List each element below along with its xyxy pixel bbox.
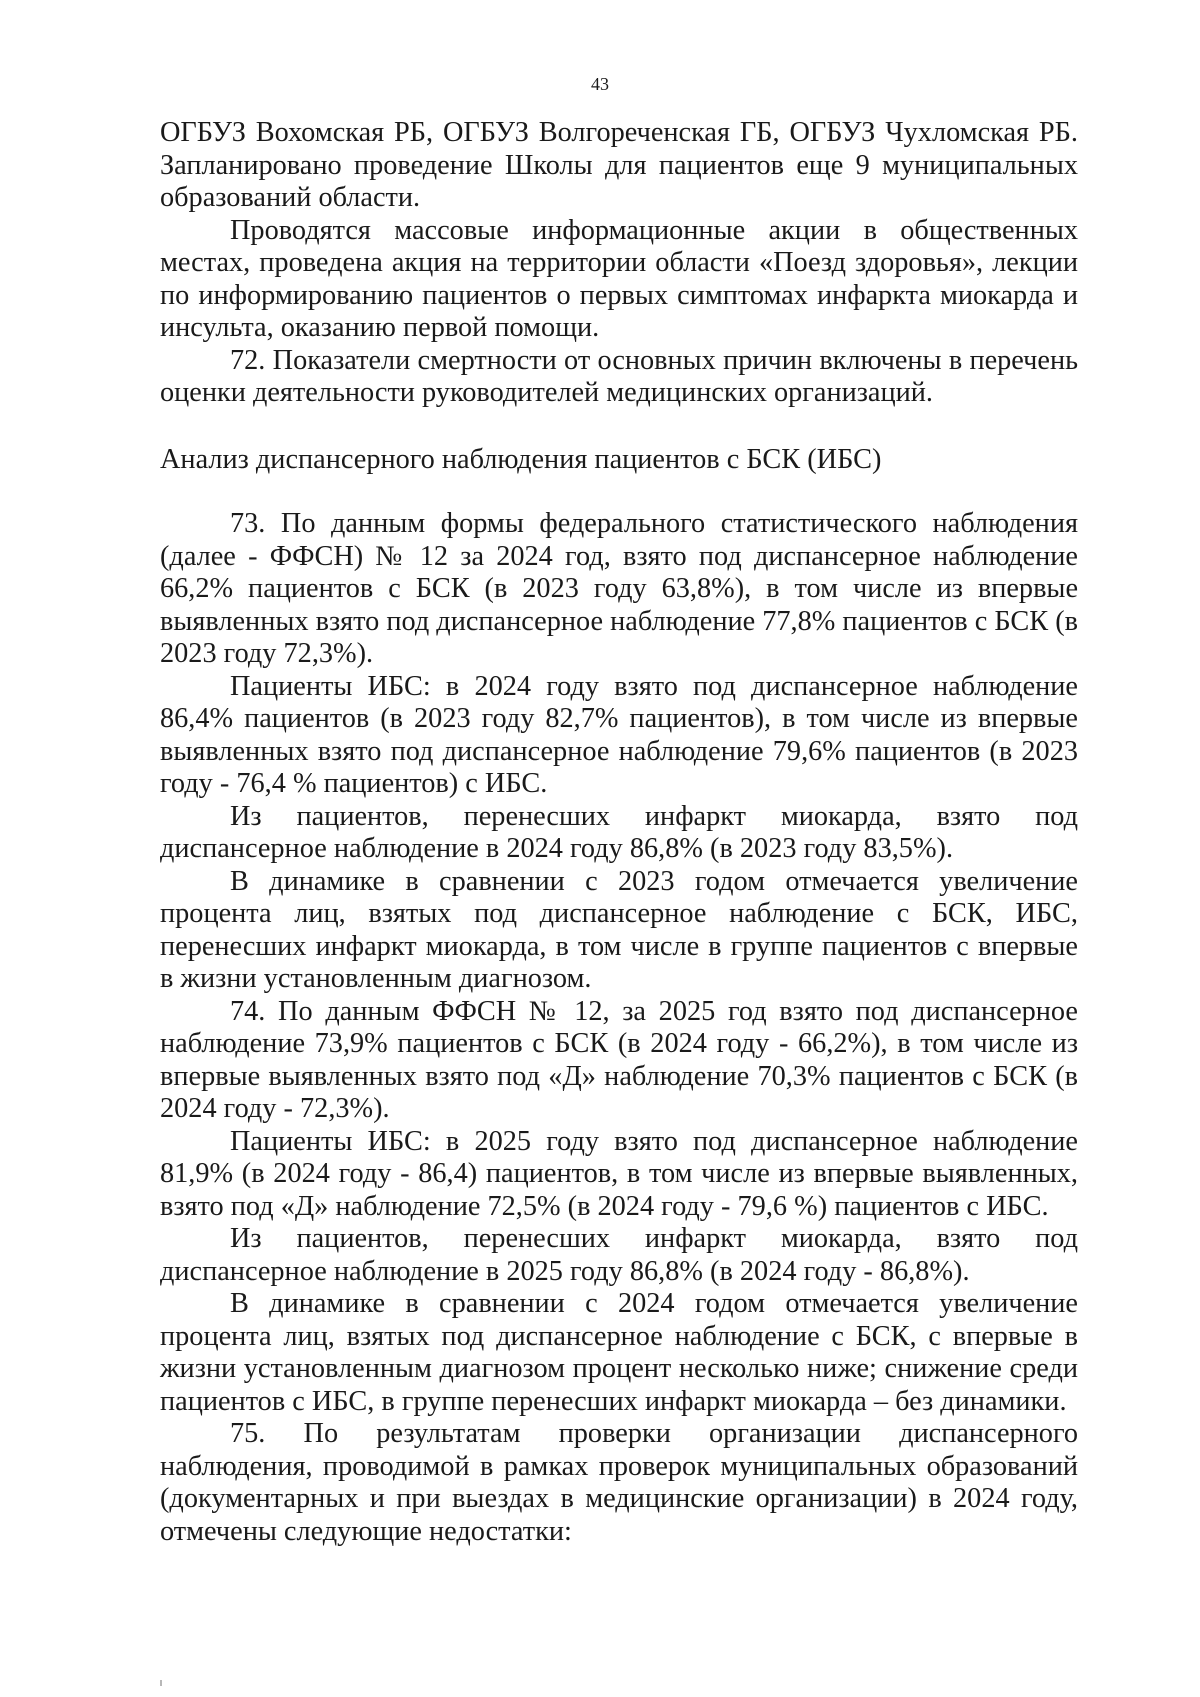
paragraph-75: 75. По результатам проверки организации диспансерного наблюдения, проводимой в рамках проверок муниципальных образований (документарных и при выездах в медицинские организации) в 2024 году, отмечены следующие недостатки: [160,1418,1078,1547]
scan-edge-mark [160,1680,162,1686]
paragraph-continuation: ОГБУЗ Вохомская РБ, ОГБУЗ Волгореченская ГБ, ОГБУЗ Чухломская РБ. Запланировано проведение Школы для пациентов еще 9 муниципальных образований области. [160,117,1078,213]
paragraph-dynamics-2023: В динамике в сравнении с 2023 годом отмечается увеличение процента лиц, взятых под диспансерное наблюдение с БСК, ИБС, перенесших инфаркт миокарда, в том числе в группе пациентов с впервые в жизни установленным диагнозом. [160,865,1078,994]
page-number: 43 [591,74,609,94]
paragraph-infarction-2025: Из пациентов, перенесших инфаркт миокарда, взято под диспансерное наблюдение в 2025 году 86,8% (в 2024 году - 86,8%). [160,1223,1078,1287]
paragraph-ibs-2024: Пациенты ИБС: в 2024 году взято под диспансерное наблюдение 86,4% пациентов (в 2023 году 82,7% пациентов), в том числе из впервые выявленных взято под диспансерное наблюдение 79,6% пациентов (в 2023 году - 76,4 % пациентов) с ИБС. [160,670,1078,799]
section-heading: Анализ диспансерного наблюдения пациентов с БСК (ИБС) [160,443,882,475]
paragraph-dynamics-2024: В динамике в сравнении с 2024 годом отмечается увеличение процента лиц, взятых под диспансерное наблюдение с БСК, с впервые в жизни установленным диагнозом процент несколько ниже; снижение среди пациентов с ИБС, в группе перенесших инфаркт миокарда – без динамики. [160,1288,1078,1417]
paragraph-74: 74. По данным ФФСН № 12, за 2025 год взято под диспансерное наблюдение 73,9% пациентов с БСК (в 2024 году - 66,2%), в том числе из впервые выявленных взято под «Д» наблюдение 70,3% пациентов с БСК (в 2024 году - 72,3%). [160,995,1078,1124]
paragraph-72: 72. Показатели смертности от основных причин включены в перечень оценки деятельности руководителей медицинских организаций. [160,344,1078,408]
document-body [160,117,1078,1548]
paragraph-infarction-2024: Из пациентов, перенесших инфаркт миокарда, взято под диспансерное наблюдение в 2024 году 86,8% (в 2023 году 83,5%). [160,800,1078,864]
paragraph-73: 73. По данным формы федерального статистического наблюдения (далее - ФФСН) № 12 за 2024 год, взято под диспансерное наблюдение 66,2% пациентов с БСК (в 2023 году 63,8%), в том числе из впервые выявленных взято под диспансерное наблюдение 77,8% пациентов с БСК (в 2023 году 72,3%). [160,508,1078,669]
paragraph-information-campaigns: Проводятся массовые информационные акции в общественных местах, проведена акция на территории области «Поезд здоровья», лекции по информированию пациентов о первых симптомах инфаркта миокарда и инсульта, оказанию первой помощи. [160,214,1078,343]
paragraph-ibs-2025: Пациенты ИБС: в 2025 году взято под диспансерное наблюдение 81,9% (в 2024 году - 86,4) пациентов, в том числе из впервые выявленных, взято под «Д» наблюдение 72,5% (в 2024 году - 79,6 %) пациентов с ИБС. [160,1125,1078,1222]
